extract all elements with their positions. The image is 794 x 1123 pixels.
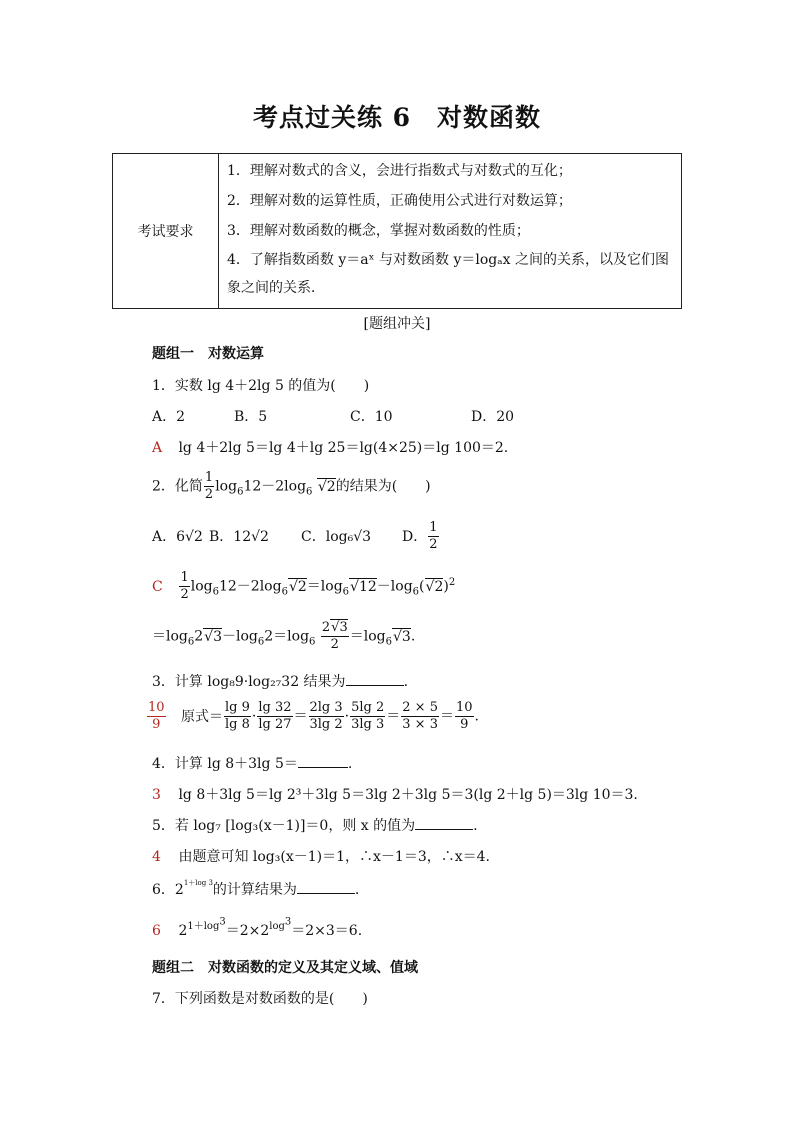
- requirement-item: 2．理解对数的运算性质，正确使用公式进行对数运算；: [227, 193, 572, 209]
- q2-answer: C: [152, 578, 163, 595]
- q2-option-c: C．log₆√3: [301, 528, 372, 545]
- q2-solution-line2: $=\log_62√$ $3-\log_62=\log_6$ $\frac{2√ 3}{2}$ $=\log_6√$ 3.: [152, 620, 415, 653]
- q3-answer: $\frac{10}{9}$: [148, 700, 165, 732]
- q4-solution: lg 8＋3lg 5＝lg 2³＋3lg 5＝3lg 2＋3lg 5＝3(lg 2＋lg 5)＝3lg 10＝3.: [178, 787, 638, 803]
- q2-stem: 2．化简 $\frac{1}{2}$ $\log_612-2\log_6$ √ 2的结果为( ): [152, 470, 431, 503]
- fraction: $\frac{2√ 3}{2}$: [321, 620, 349, 653]
- q4-answer: 3: [152, 787, 161, 803]
- requirements-list: [219, 154, 681, 308]
- q5-stem: 5．若 log₇ [log₃(x－1)]＝0，则 x 的值为: [152, 818, 416, 834]
- answer-blank: [297, 881, 355, 894]
- group2-title: 题组二 对数函数的定义及其定义域、值域: [152, 960, 418, 976]
- requirements-label: 考试要求: [113, 154, 219, 308]
- requirement-item: 3．理解对数函数的概念，掌握对数函数的性质；: [227, 223, 530, 239]
- q5-stem-line: 5．若 log₇ [log₃(x－1)]＝0，则 x 的值为 .: [152, 818, 478, 834]
- q4-solution-line: [152, 784, 638, 804]
- q1-option-c: C．10: [350, 409, 393, 425]
- q6-answer: 6: [152, 922, 161, 939]
- q3-solution-prefix: 原式＝: [181, 708, 223, 725]
- q4-stem: 4．计算 lg 8＋3lg 5＝: [152, 756, 298, 772]
- q4-stem-line: 4．计算 lg 8＋3lg 5＝ .: [152, 756, 353, 772]
- q1-answer: A: [152, 440, 163, 456]
- q1-option-a: A．2: [152, 409, 186, 425]
- q2-options: [152, 520, 440, 553]
- answer-blank: [415, 817, 473, 830]
- q6-stem-suffix: 的计算结果为: [212, 882, 297, 898]
- q5-answer: 4: [152, 849, 161, 865]
- section-tag: [题组冲关]: [363, 316, 431, 332]
- q2-solution-line1: C $\frac{1}{2}$ $\log_612-2\log_6√$ $2=\log_6√$ $12-\log_6(√$ 2)$^2$: [152, 570, 455, 603]
- q1-stem: 1．实数 lg 4＋2lg 5 的值为( ): [152, 378, 370, 394]
- q2-stem-prefix: 2．化简: [152, 478, 203, 495]
- fraction: $\frac{1}{2}$: [429, 520, 438, 552]
- page-title: 考点过关练 6 对数函数: [252, 103, 542, 132]
- requirements-table: [112, 153, 682, 309]
- fraction: $\frac{1}{2}$: [180, 570, 189, 602]
- q2-stem-suffix: 的结果为( ): [335, 478, 431, 495]
- q3-stem: 3．计算 log₈9·log₂₇32 结果为: [152, 674, 346, 690]
- group1-title: 题组一 对数运算: [152, 346, 264, 362]
- q3-stem-line: 3．计算 log₈9·log₂₇32 结果为 .: [152, 674, 409, 690]
- requirement-item: 4．了解指数函数 y＝aˣ 与对数函数 y＝logₐx 之间的关系，以及它们图象之间的关系．: [227, 252, 669, 296]
- requirement-item: 1．理解对数式的含义，会进行指数式与对数式的互化；: [227, 163, 572, 179]
- q6-solution-tail: ＝2×3＝6.: [291, 922, 363, 939]
- q1-option-d: D．20: [471, 409, 515, 425]
- q2-option-b: B．12√2: [209, 528, 269, 545]
- q1-solution: lg 4＋2lg 5＝lg 4＋lg 25＝lg(4×25)＝lg 100＝2.: [178, 440, 509, 456]
- q3-solution-line: $\frac{10}{9}$ 原式＝ $\frac{\lg 9}{\lg 8}$ · $\frac{\lg 32}{\lg 27}$ ＝ $\frac{2\lg 3}{3\lg 2}$ · $\frac{5\lg 2}{3\lg 3}$ ＝ $\frac{2 \times 5}{3 \times 3}$ ＝ $\frac{10}{9}$ .: [148, 700, 479, 732]
- q7-stem: 7．下列函数是对数函数的是( ): [152, 991, 368, 1007]
- q1-option-b: B．5: [234, 409, 268, 425]
- fraction: $\frac{1}{2}$: [204, 470, 214, 502]
- q2-option-a: A．6√2: [152, 528, 203, 545]
- q1-options: [152, 406, 514, 426]
- q5-solution: 由题意可知 log₃(x－1)＝1，∴x－1＝3，∴x＝4.: [178, 849, 490, 865]
- answer-blank: [298, 755, 348, 768]
- q6-solution-line: 6 $2^{1+log^3}=2\times 2^{log^3}=2\times 3=6$.: [152, 917, 363, 939]
- q2-option-d: D．: [402, 528, 428, 545]
- q5-solution-line: [152, 846, 490, 866]
- answer-blank: [346, 673, 404, 686]
- q6-stem-line: 6．$2^{1+log 3}$的计算结果为 .: [152, 879, 360, 898]
- q1-solution-line: [152, 437, 508, 457]
